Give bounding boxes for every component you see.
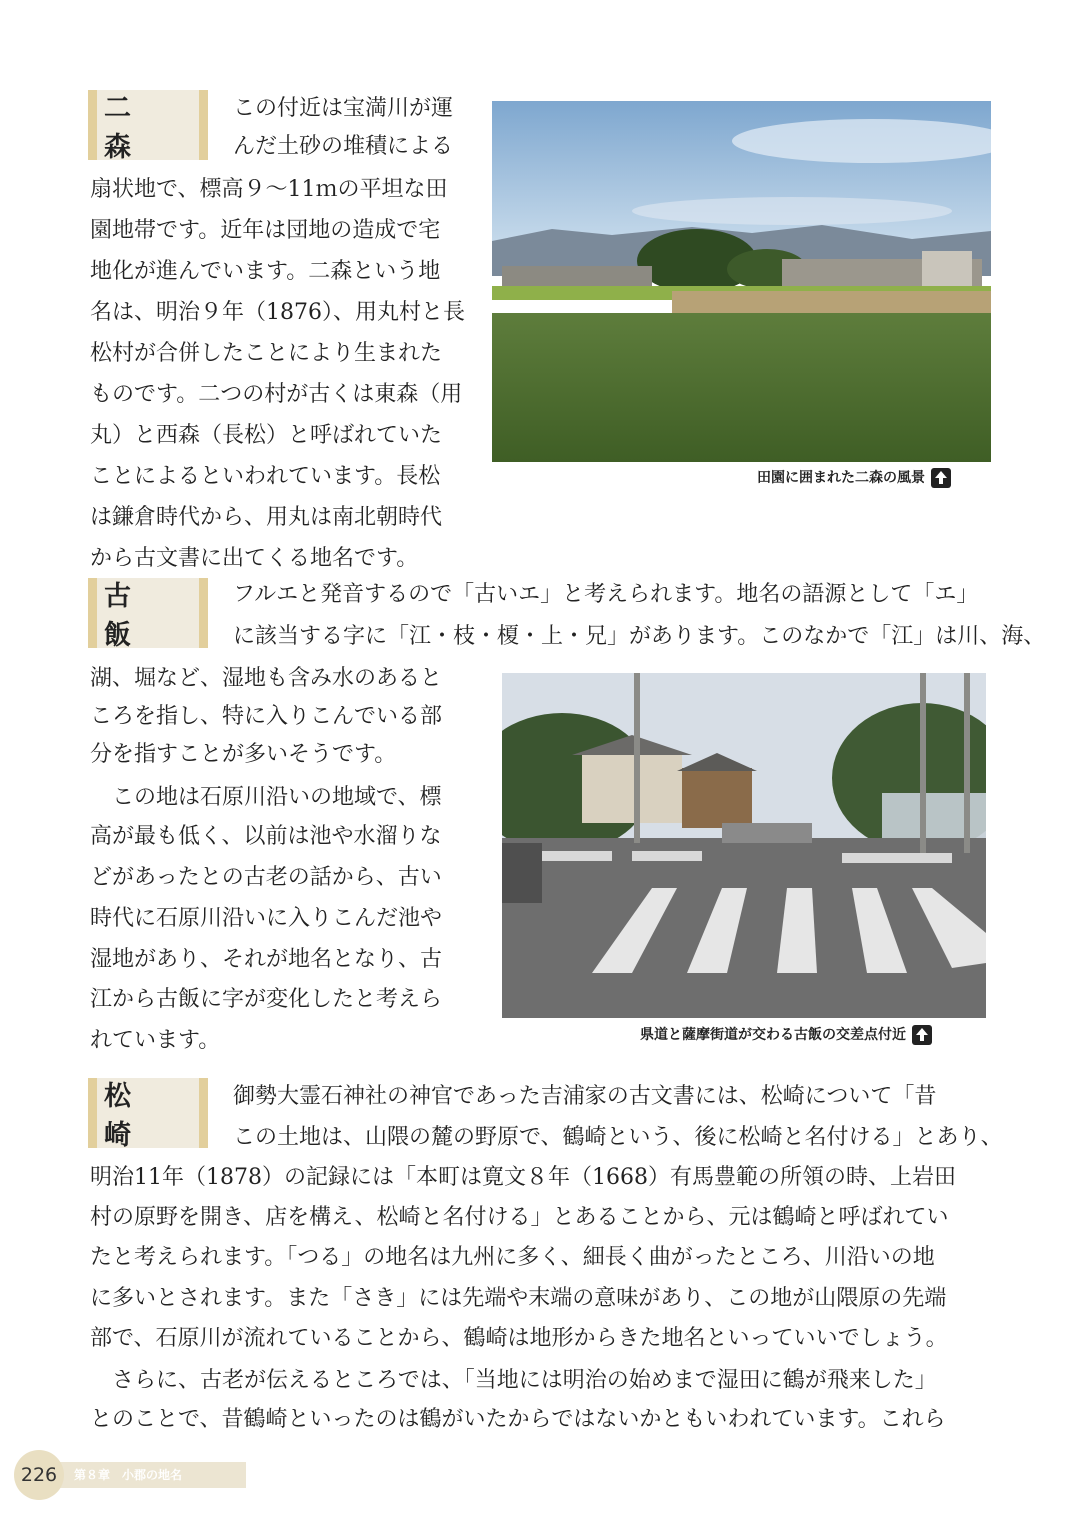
text-line: この付近は宝満川が運	[233, 96, 454, 121]
heading-nimori	[88, 90, 208, 163]
text-line: とのことで、昔鶴崎といったのは鶴がいたからではないかともいわれています。これら	[90, 1407, 946, 1432]
text-line: 湖、堀など、湿地も含み水のあると	[90, 666, 443, 691]
caption-nimori	[757, 465, 951, 491]
heading-furui	[88, 578, 208, 651]
photo-nimori-landscape	[492, 101, 991, 462]
text-line: ころを指し、特に入りこんでいる部	[90, 704, 443, 729]
text-line: に多いとされます。また「さき」には先端や末端の意味があり、この地が山隈原の先端	[90, 1286, 947, 1311]
text-line: 部で、石原川が流れていることから、鶴崎は地形からきた地名といっていいでしょう。	[90, 1326, 948, 1351]
text-line: 明治11年（1878）の記録には「本町は寛文８年（1668）有馬豊範の所領の時、上岩田	[90, 1165, 956, 1190]
text-line: 御勢大霊石神社の神官であった吉浦家の古文書には、松崎について「昔	[233, 1084, 937, 1109]
text-line: 丸）と西森（長松）と呼ばれていた	[90, 423, 443, 448]
caption-nimori-text: 田園に囲まれた二森の風景	[757, 470, 925, 486]
text-line: どがあったとの古老の話から、古い	[90, 865, 442, 890]
text-line: 松村が合併したことにより生まれた	[90, 341, 443, 366]
up-arrow-icon	[931, 468, 951, 488]
caption-furui	[640, 1022, 932, 1048]
photo-furui-intersection	[502, 673, 986, 1018]
text-line: から古文書に出てくる地名です。	[90, 546, 419, 571]
text-line: さらに、古老が伝えるところでは、「当地には明治の始めまで湿田に鶴が飛来した」	[90, 1368, 937, 1393]
heading-furui-text: 古 飯	[104, 581, 147, 651]
text-line: 分を指すことが多いそうです。	[90, 742, 397, 767]
text-line: 扇状地で、標高９～11ｍの平坦な田	[90, 177, 448, 202]
page-number: 226	[20, 1464, 58, 1486]
text-line: は鎌倉時代から、用丸は南北朝時代	[90, 505, 443, 530]
text-line: この土地は、山隈の麓の野原で、鶴崎という、後に松崎と名付ける」とあり、	[233, 1125, 1003, 1150]
text-line: 名は、明治９年（1876）、用丸村と長	[90, 300, 465, 325]
text-line: たと考えられます。「つる」の地名は九州に多く、細長く曲がったところ、川沿いの地	[90, 1245, 935, 1270]
text-line: 高が最も低く、以前は池や水溜りな	[90, 824, 442, 849]
text-line: この地は石原川沿いの地域で、標	[90, 785, 442, 810]
text-line: ことによるといわれています。長松	[90, 464, 441, 489]
text-line: 地化が進んでいます。二森という地	[90, 259, 441, 284]
heading-matsuzaki	[88, 1078, 208, 1151]
text-line: 村の原野を開き、店を構え、松崎と名付ける」とあることから、元は鶴崎と呼ばれてい	[90, 1205, 949, 1230]
text-line: 湿地があり、それが地名となり、古	[90, 947, 443, 972]
text-line: れています。	[90, 1028, 221, 1053]
text-line: 江から古飯に字が変化したと考えら	[90, 987, 443, 1012]
heading-matsuzaki-text: 松 崎	[104, 1081, 147, 1151]
text-line: んだ土砂の堆積による	[233, 134, 454, 159]
text-line: ものです。二つの村が古くは東森（用	[90, 382, 463, 407]
text-line: フルエと発音するので「古いエ」と考えられます。地名の語源として「エ」	[233, 582, 979, 607]
text-line: に該当する字に「江・枝・榎・上・兄」があります。このなかで「江」は川、海、	[233, 624, 1046, 649]
chapter-label: 第８章 小郡の地名	[74, 1468, 183, 1482]
text-line: 園地帯です。近年は団地の造成で宅	[90, 218, 441, 243]
heading-nimori-text: 二 森	[104, 93, 147, 163]
up-arrow-icon	[912, 1025, 932, 1045]
text-line: 時代に石原川沿いに入りこんだ池や	[90, 906, 443, 931]
caption-furui-text: 県道と薩摩街道が交わる古飯の交差点付近	[640, 1027, 906, 1043]
